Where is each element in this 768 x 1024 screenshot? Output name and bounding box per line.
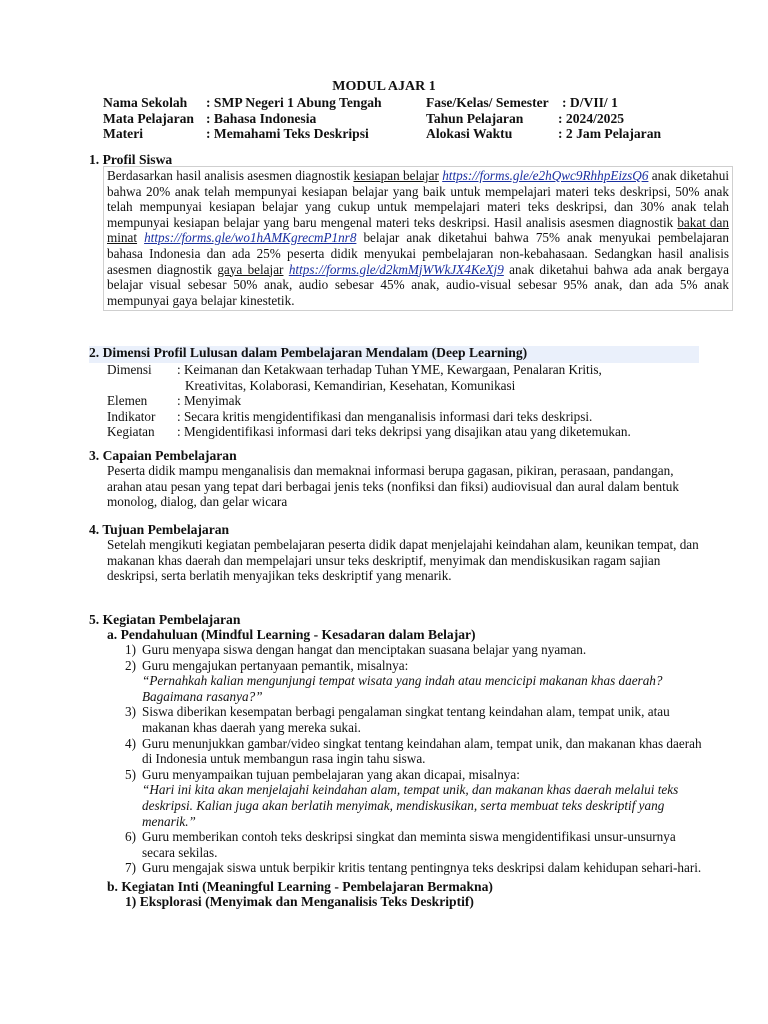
list-item	[125, 704, 705, 735]
year-label: Tahun Pelajaran	[426, 111, 524, 126]
section-5a-heading: a. Pendahuluan (Mindful Learning - Kesadaran dalam Belajar)	[107, 627, 476, 642]
list-item	[125, 767, 705, 829]
profile-text-4: anak diketahui bahwa ada anak bergaya belajar visual sebesar 50% anak, audio sebesar 45% anak, audio-visual sebesar 95% anak, dan ada 5% anak mempunyai gaya belajar kinestetik.	[107, 261, 729, 308]
item-text: Guru mengajukan pertanyaan pemantik, misalnya:	[142, 657, 409, 673]
item-number: 7)	[125, 860, 136, 876]
item-text: Guru menyampaikan tujuan pembelajaran yang akan dicapai, misalnya:	[142, 766, 520, 782]
indicator-row	[107, 409, 707, 425]
section-4-body: Setelah mengikuti kegiatan pembelajaran peserta didik dapat menjelajahi keindahan alam, keunikan tempat, dan makanan khas daerah dan mempelajari unsur teks deskriptif, menyimak dan mendiskusikan ragam sajian deskripsi, serta berlatih menyajikan teks deskriptif yang menarik.	[107, 537, 699, 584]
element-row	[107, 393, 707, 409]
activity-value: : Mengidentifikasi informasi dari teks dekripsi yang disajikan atau yang diketemukan.	[177, 424, 631, 440]
item-text: Guru menyapa siswa dengan hangat dan menciptakan suasana belajar yang nyaman.	[142, 642, 587, 657]
dimension-label: Dimensi	[107, 362, 152, 377]
school-value: : SMP Negeri 1 Abung Tengah	[206, 95, 382, 110]
list-item	[125, 860, 705, 876]
item-quote: “Hari ini kita akan menjelajahi keindahan alam, tempat unik, dan makanan khas daerah melalui teks deskripsi. Kalian juga akan berlatih menyimak, mendiskusikan, serta membuat teks deskriptif yang menarik.”	[142, 782, 679, 829]
section-3-body: Peserta didik mampu menganalisis dan memaknai informasi berupa gagasan, pikiran, perasaan, pandangan, arahan atau pesan yang tepat dari berbagai jenis teks (nonfiksi dan fiksi) audiovisual dan aural dalam bentuk monolog, dialog, dan gelar wicara	[107, 463, 679, 510]
dimension-row	[107, 378, 707, 394]
profile-text-1: Berdasarkan hasil analisis asesmen diagnostik	[107, 168, 354, 183]
phase-label: Fase/Kelas/ Semester	[426, 95, 549, 110]
style-term: gaya belajar	[217, 261, 284, 277]
school-label: Nama Sekolah	[103, 95, 188, 110]
item-number: 2)	[125, 657, 136, 673]
list-item	[125, 829, 705, 860]
time-label: Alokasi Waktu	[426, 126, 513, 141]
item-number: 5)	[125, 766, 136, 782]
readiness-term: kesiapan belajar	[353, 168, 439, 183]
item-text: Guru memberikan contoh teks deskripsi singkat dan meminta siswa mengidentifikasi unsur-unsurnya secara sekilas.	[142, 829, 676, 860]
item-number: 3)	[125, 704, 136, 720]
list-item	[125, 736, 705, 767]
item-text: Guru menunjukkan gambar/video singkat tentang keindahan alam, tempat unik, dan makanan khas daerah di Indonesia untuk membangun rasa ingin tahu siswa.	[142, 735, 702, 767]
dimension-label	[107, 378, 177, 394]
document-title: MODUL AJAR 1	[332, 79, 436, 94]
item-number: 4)	[125, 735, 136, 751]
profile-text-3: belajar anak diketahui bahwa 75% anak menyukai pembelajaran bahasa Indonesia dan ada 25% peserta didik menyukai pembelajaran non-kebahasaan. Sedangkan hasil analisis asesmen diagnostik	[107, 230, 729, 277]
style-form-link[interactable]: https://forms.gle/d2kmMjWWkJX4KeXj9	[288, 261, 504, 277]
section-5b-heading: b. Kegiatan Inti (Meaningful Learning - Pembelajaran Bermakna)	[107, 879, 493, 894]
section-3-heading: 3. Capaian Pembelajaran	[89, 448, 237, 463]
item-number: 1)	[125, 642, 136, 657]
section-5b1-heading: 1) Eksplorasi (Menyimak dan Menganalisis Teks Deskriptif)	[125, 894, 474, 909]
subject-label: Mata Pelajaran	[103, 111, 194, 126]
phase-value: : D/VII/ 1	[562, 95, 618, 110]
item-number: 6)	[125, 829, 136, 845]
list-item	[125, 642, 705, 658]
profile-text-box	[103, 166, 733, 311]
section-1-heading: 1. Profil Siswa	[89, 152, 173, 167]
activity-list	[125, 642, 705, 876]
section-2-heading: 2. Dimensi Profil Lulusan dalam Pembelajaran Mendalam (Deep Learning)	[89, 345, 528, 360]
element-value: : Menyimak	[177, 393, 242, 409]
material-value: : Memahami Teks Deskripsi	[206, 126, 369, 141]
year-value: : 2024/2025	[558, 111, 625, 126]
indicator-value: : Secara kritis mengidentifikasi dan menganalisis informasi dari teks deskripsi.	[177, 408, 593, 424]
time-value: : 2 Jam Pelajaran	[558, 126, 662, 141]
item-text: Siswa diberikan kesempatan berbagi pengalaman singkat tentang keindahan alam, tempat unik, atau makanan khas daerah yang mereka sukai.	[142, 704, 670, 735]
interest-form-link[interactable]: https://forms.gle/wo1hAMKgrecmP1nr8	[144, 230, 357, 246]
dimension-table	[107, 362, 707, 440]
section-4-heading: 4. Tujuan Pembelajaran	[89, 522, 230, 537]
section-5-heading: 5. Kegiatan Pembelajaran	[89, 612, 241, 627]
subject-value: : Bahasa Indonesia	[206, 111, 317, 126]
activity-row	[107, 424, 707, 440]
dimension-value: : Keimanan dan Ketakwaan terhadap Tuhan YME, Kewargaan, Penalaran Kritis,	[177, 362, 602, 377]
element-label: Elemen	[107, 393, 148, 409]
profile-text-2: anak diketahui bahwa 20% anak telah mempunyai kesiapan belajar yang baik untuk mempelajari materi teks deskripsi, 50% anak telah mempunyai kesiapan belajar yang cukup untuk mempelajari materi teks deskripsi, dan 30% anak telah mempunyai kesiapan belajar yang baru mengenal materi teks deskripsi. Hasil analisis asesmen diagnostik	[107, 168, 730, 230]
activity-label: Kegiatan	[107, 424, 155, 440]
item-text: Guru mengajak siswa untuk berpikir kritis tentang pentingnya teks deskripsi dalam kehidupan sehari-hari.	[142, 860, 702, 876]
readiness-form-link[interactable]: https://forms.gle/e2hQwc9RhhpEizsQ6	[442, 168, 649, 183]
indicator-label: Indikator	[107, 408, 156, 424]
dimension-value: Kreativitas, Kolaborasi, Kemandirian, Kesehatan, Komunikasi	[185, 377, 516, 393]
interest-term: bakat dan minat	[107, 214, 729, 246]
dimension-row	[107, 362, 707, 378]
list-item	[125, 658, 705, 705]
material-label: Materi	[103, 126, 143, 141]
item-quote: “Pernahkah kalian mengunjungi tempat wisata yang indah atau mencicipi makanan khas daerah? Bagaimana rasanya?”	[142, 673, 663, 704]
